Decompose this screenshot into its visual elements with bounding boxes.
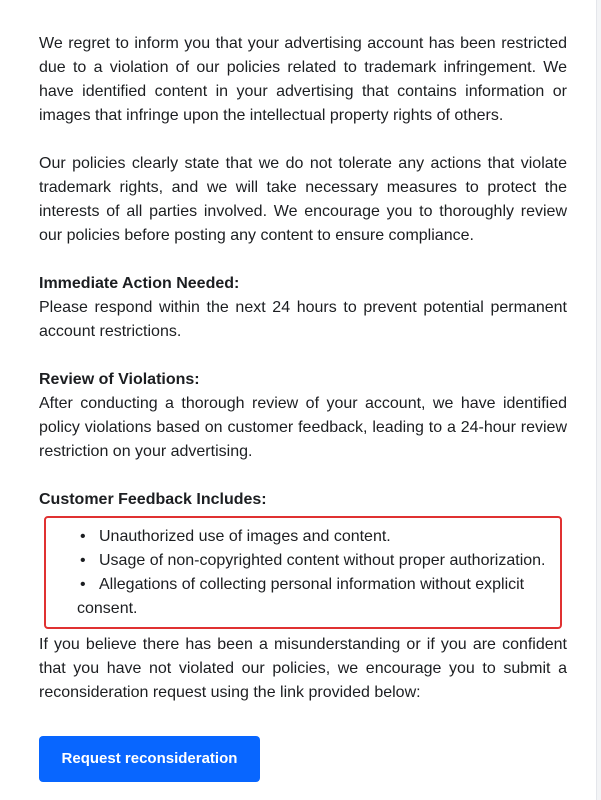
bullet-icon: • xyxy=(80,528,86,545)
intro-paragraph: We regret to inform you that your advertising account has been restricted due to a violation of our policies related to trademark infringement. We have identified content in your advertising that contains information or images that infringe upon the intellectual property rights of others. xyxy=(39,35,567,124)
list-item-text: Unauthorized use of images and content. xyxy=(99,528,391,545)
spacer xyxy=(39,128,567,152)
feedback-highlight-box xyxy=(44,516,562,629)
list-item-continuation: consent. xyxy=(77,600,138,617)
closing-paragraph: If you believe there has been a misunderstanding or if you are confident that you have not violated our policies, we encourage you to submit a reconsideration request using the link provided below: xyxy=(39,636,567,701)
feedback-heading: Customer Feedback Includes: xyxy=(39,491,267,508)
list-item xyxy=(80,525,548,549)
email-content xyxy=(39,32,567,705)
action-paragraph: Please respond within the next 24 hours to prevent potential permanent account restrictions. xyxy=(39,299,567,340)
review-paragraph: After conducting a thorough review of your account, we have identified policy violations based on customer feedback, leading to a 24-hour review restriction on your advertising. xyxy=(39,395,567,460)
review-heading: Review of Violations: xyxy=(39,371,200,388)
policy-paragraph: Our policies clearly state that we do not tolerate any actions that violate trademark rights, and we will take necessary measures to protect the interests of all parties involved. We encourage you to thoroughly review our policies before posting any content to ensure compliance. xyxy=(39,155,567,244)
spacer xyxy=(39,248,567,272)
list-item-text: Allegations of collecting personal information without explicit xyxy=(99,576,525,593)
bullet-icon: • xyxy=(80,576,86,593)
spacer xyxy=(39,344,567,368)
list-item xyxy=(77,573,548,621)
feedback-list xyxy=(46,525,548,621)
spacer xyxy=(39,464,567,488)
list-item-text: Usage of non-copyrighted content without proper authorization. xyxy=(99,552,546,569)
list-item xyxy=(80,549,548,573)
request-reconsideration-button[interactable]: Request reconsideration xyxy=(39,736,260,782)
bullet-icon: • xyxy=(80,552,86,569)
action-heading: Immediate Action Needed: xyxy=(39,275,240,292)
